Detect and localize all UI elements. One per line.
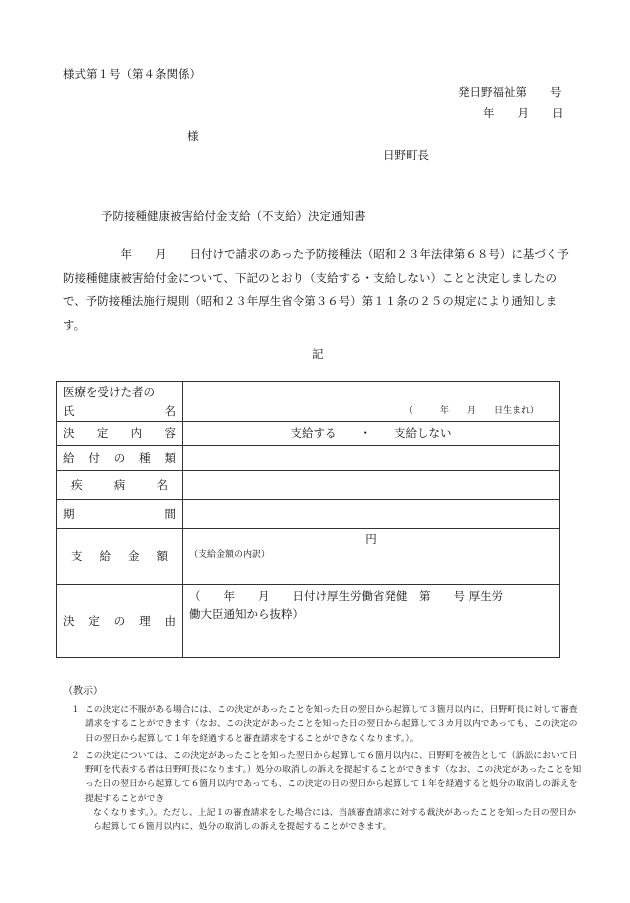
- table-row: [57, 382, 560, 422]
- ki-heading: 記: [312, 347, 324, 361]
- decision-table: [56, 381, 560, 658]
- payment-breakdown: （支給金額の内訳）: [189, 550, 271, 561]
- instruction-item-2: ２ この決定については、この決定があったことを知った翌日から起算して６箇月以内に、日野町を被告として（訴訟において日野町を代表する者は日野町長になります。）処分の取消しの訴えを提起することができます（なお、この決定があったことを知った日の翌日から起算して６箇月以内であっても、この決定の日の翌日から起算して１年を経過すると処分の取消しの訴えを提起することができ なくなります。）。ただし、上記１の審査請求をした場合には、当該審査請求に対する裁決があったことを知った日の翌日から起算して６箇月以内に、処分の取消しの訴えを提起することができます。: [71, 750, 582, 833]
- yen-unit: 円: [365, 532, 377, 546]
- form-number: 様式第１号（第４条関係）: [63, 67, 201, 81]
- instruction-item-1: １ この決定に不服がある場合には、この決定があったことを知った日の翌日から起算して３箇月以内に、日野町長に対して審査請求をすることができます（なお、この決定があったことを知った日の翌日から起算して３カ月以内であっても、この決定の日の翌日から起算して１年を経過すると審査請求をすることができなくなります。）。: [71, 705, 578, 744]
- decision-reason-label: 決 定 の 理 由: [57, 585, 183, 658]
- table-row: [57, 529, 560, 585]
- table-row: [57, 422, 560, 446]
- recipient-name-cell: [183, 382, 560, 422]
- addressee-suffix: 様: [187, 129, 199, 143]
- benefit-type-label: 給 付 の 種 類: [57, 446, 183, 471]
- birth-date-text: （ 年 月 日生まれ）: [403, 405, 539, 416]
- disease-name-label: 疾 病 名: [57, 471, 183, 500]
- recipient-name-label: 医療を受けた者の 氏 名: [57, 382, 183, 422]
- decision-reason-line2: 働大臣通知から抜粋）: [189, 607, 304, 622]
- period-label: 期 間: [57, 500, 183, 529]
- document-number: 発日野福祉第 号: [458, 85, 562, 99]
- benefit-type-cell: [183, 446, 560, 471]
- table-row: [57, 585, 560, 658]
- issuer-name: 日野町長: [383, 148, 429, 162]
- period-cell: [183, 500, 560, 529]
- payment-amount-cell: [183, 529, 560, 585]
- decision-content-value: 支給する ・ 支給しない: [183, 422, 560, 446]
- decision-reason-line1: （ 年 月 日付け厚生労働省発健 第 号 厚生労: [189, 589, 504, 603]
- decision-reason-cell: [183, 585, 560, 658]
- table-row: [57, 471, 560, 500]
- payment-amount-label: 支 給 金 額: [57, 529, 183, 585]
- instructions-section: [63, 684, 583, 834]
- document-date: 年 月 日: [483, 106, 564, 120]
- disease-name-cell: [183, 471, 560, 500]
- body-paragraph: 年 月 日付けで請求のあった予防接種法（昭和２３年法律第６８号）に基づく予防接種健康被害給付金について、下記のとおり（支給する・支給しない）ことと決定しましたので、予防接種法施行規則（昭和２３年厚生省令第３６号）第１１条の２５の規定により通知します。: [63, 247, 569, 332]
- decision-content-label: 決 定 内 容: [57, 422, 183, 446]
- table-row: [57, 500, 560, 529]
- document-title: 予防接種健康被害給付金支給（不支給）決定通知書: [101, 209, 366, 223]
- instructions-heading: （教示）: [63, 686, 103, 697]
- table-row: [57, 446, 560, 471]
